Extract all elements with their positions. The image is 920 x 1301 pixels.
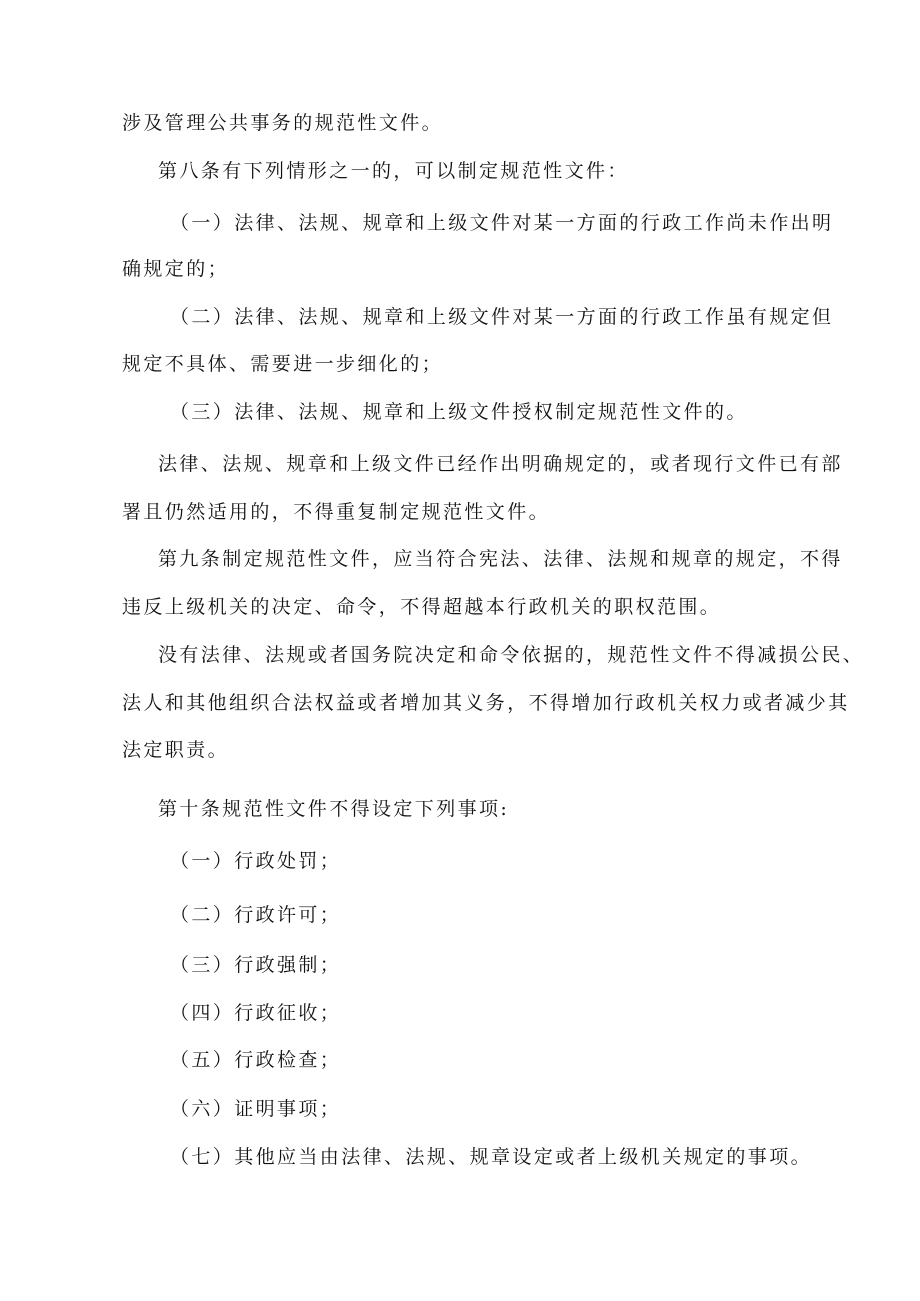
article-8-item-3: （三）法律、法规、规章和上级文件授权制定规范性文件的。 xyxy=(170,401,748,423)
article-10-heading: 第十条规范性文件不得设定下列事项: xyxy=(158,798,510,820)
article-10-item-3: （三）行政强制； xyxy=(170,954,342,976)
article-8-item-2-line-2: 规定不具体、需要进一步细化的； xyxy=(122,353,444,375)
no-duplicate-clause-line-2: 署且仍然适用的，不得重复制定规范性文件。 xyxy=(122,501,551,523)
article-10-item-2: （二）行政许可； xyxy=(170,904,342,926)
article-10-item-4: （四）行政征收； xyxy=(170,1002,342,1024)
article-8-item-1-line-1: （一）法律、法规、规章和上级文件对某一方面的行政工作尚未作出明 xyxy=(170,212,834,234)
article-9-line-2: 违反上级机关的决定、命令，不得超越本行政机关的职权范围。 xyxy=(122,596,722,618)
article-10-item-5: （五）行政检查； xyxy=(170,1049,342,1071)
article-10-item-1: （一）行政处罚； xyxy=(170,850,342,872)
text-line-1: 涉及管理公共事务的规范性文件。 xyxy=(122,112,444,134)
article-8-heading: 第八条有下列情形之一的，可以制定规范性文件： xyxy=(158,160,629,182)
article-8-item-2-line-1: （二）法律、法规、规章和上级文件对某一方面的行政工作虽有规定但 xyxy=(170,306,834,328)
article-10-item-7: （七）其他应当由法律、法规、规章设定或者上级机关规定的事项。 xyxy=(170,1146,813,1168)
article-9-line-1: 第九条制定规范性文件，应当符合宪法、法律、法规和规章的规定，不得 xyxy=(158,548,843,570)
article-10-item-6: （六）证明事项； xyxy=(170,1098,342,1120)
no-legal-basis-clause-line-3: 法定职责。 xyxy=(122,739,230,761)
article-8-item-1-line-2: 确规定的； xyxy=(122,258,230,280)
no-legal-basis-clause-line-1: 没有法律、法规或者国务院决定和命令依据的，规范性文件不得减损公民、 xyxy=(158,644,865,666)
no-duplicate-clause-line-1: 法律、法规、规章和上级文件已经作出明确规定的，或者现行文件已有部 xyxy=(158,453,843,475)
no-legal-basis-clause-line-2: 法人和其他组织合法权益或者增加其义务，不得增加行政机关权力或者减少其 xyxy=(122,692,850,714)
